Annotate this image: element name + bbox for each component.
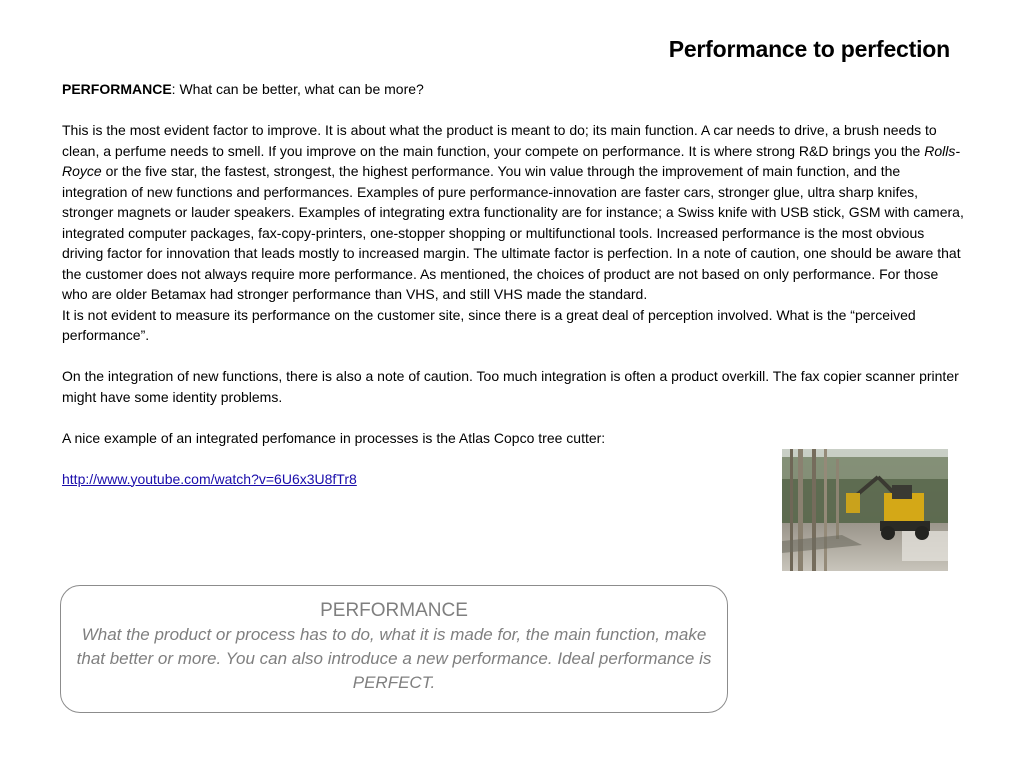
performance-callout-box (60, 585, 728, 713)
paragraph-main-part1: This is the most evident factor to improve. It is about what the product is meant to do; its main function. A car needs to drive, a brush needs to clean, a perfume needs to smell. If you improve on the main function, your compete on performance. It is where strong R&D brings you the (62, 122, 937, 159)
paragraph-perception: It is not evident to measure its performance on the customer site, since there is a great deal of perception involved. What is the “perceived performance”. (62, 306, 916, 343)
spacer (62, 407, 967, 428)
intro-question: : What can be better, what can be more? (171, 81, 424, 97)
spacer (62, 100, 967, 121)
rolls-royce-italic: Rolls-Royce (62, 142, 960, 179)
callout-title: PERFORMANCE (320, 600, 468, 621)
paragraph-example: A nice example of an integrated perfomance in processes is the Atlas Copco tree cutter: (62, 429, 606, 446)
intro-label: PERFORMANCE (62, 81, 172, 97)
body-text (62, 79, 967, 489)
paragraph-main-part2: or the five star, the fastest, strongest, the highest performance. You win value through the improvement of main function, and the integration of new functions and performances. Examples of pure performance-innovation are faster cars, stronger glue, ultra sharp knifes, stronger magnets or lauder speakers. Examples of integrating extra functionality are for instance; a Swiss knife with USB stick, GSM with camera, integrated computer packages, fax-copy-printers, one-stopper shopping or multifunctional tools. Increased performance is the most obvious driving factor for innovation that leads mostly to increased margin. The ultimate factor is perfection. In a note of caution, one should be aware that the customer does not always require more performance. As mentioned, the choices of product are not based on only performance. For those who are older Betamax had stronger performance than VHS, and still VHS made the standard. (62, 163, 964, 302)
tree-cutter-video-thumbnail[interactable] (782, 449, 948, 571)
intro-line (62, 79, 967, 100)
tree-cutter-image (782, 449, 948, 571)
paragraph-main (62, 120, 967, 305)
page-title: Performance to perfection (668, 36, 950, 62)
youtube-link[interactable]: http://www.youtube.com/watch?v=6U6x3U8fTr8 (62, 470, 357, 487)
paragraph-integration: On the integration of new functions, there is also a note of caution. Too much integration is often a product overkill. The fax copier scanner printer might have some identity problems. (62, 368, 959, 405)
spacer (62, 346, 967, 367)
callout-text: What the product or process has to do, what it is made for, the main function, make that better or more. You can also introduce a new performance. Ideal performance is PERFECT. (76, 625, 712, 692)
